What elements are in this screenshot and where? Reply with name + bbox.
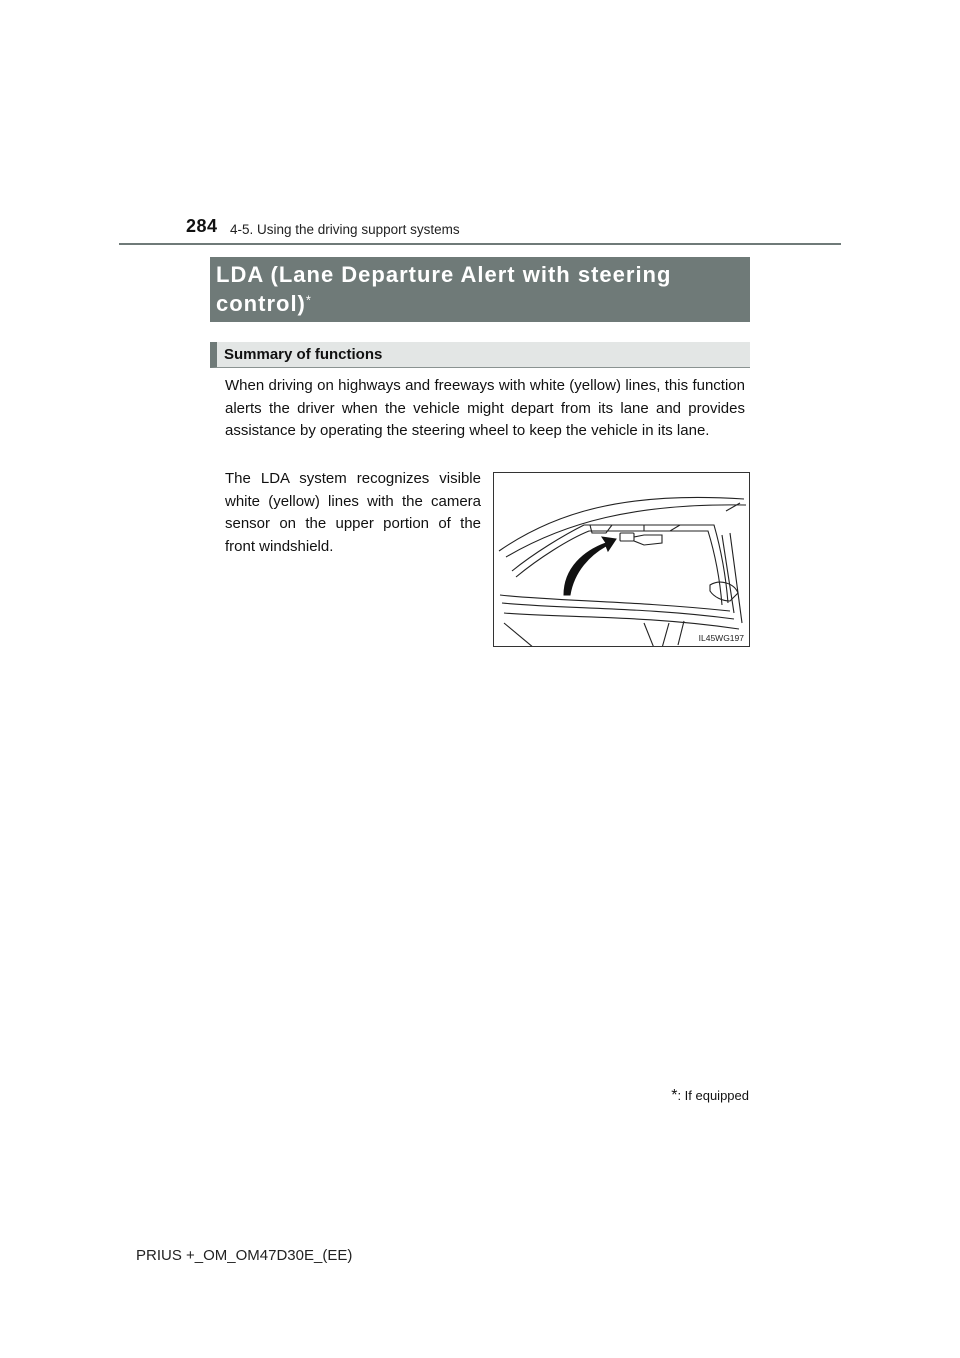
footer-document-code: PRIUS +_OM_OM47D30E_(EE) (136, 1247, 353, 1264)
header-rule (119, 243, 841, 245)
windshield-figure (493, 472, 750, 647)
body-paragraph-2: The LDA system recognizes visible white (yellow) lines with the camera sensor on the upper portion of the front windshield. (225, 470, 481, 555)
footnote (671, 1087, 749, 1105)
section-title: LDA (Lane Departure Alert with steering control) (216, 262, 672, 316)
body-paragraph-1: When driving on highways and freeways with white (yellow) lines, this function alerts the driver when the vehicle might depart from its lane and provides assistance by operating the steering wheel to keep the vehicle in its lane. (225, 377, 745, 439)
subheading-bar (210, 342, 750, 368)
figure-id: IL45WG197 (698, 633, 744, 643)
footnote-text: : If equipped (677, 1088, 749, 1103)
windshield-camera-illustration-icon (494, 473, 750, 647)
subheading: Summary of functions (224, 346, 383, 363)
title-footnote-mark: * (305, 292, 311, 308)
curved-arrow (564, 537, 616, 595)
page-number: 284 (186, 216, 218, 236)
section-reference: 4-5. Using the driving support systems (230, 222, 460, 237)
section-title-bar (210, 257, 750, 322)
footnote-mark: * (671, 1087, 678, 1104)
